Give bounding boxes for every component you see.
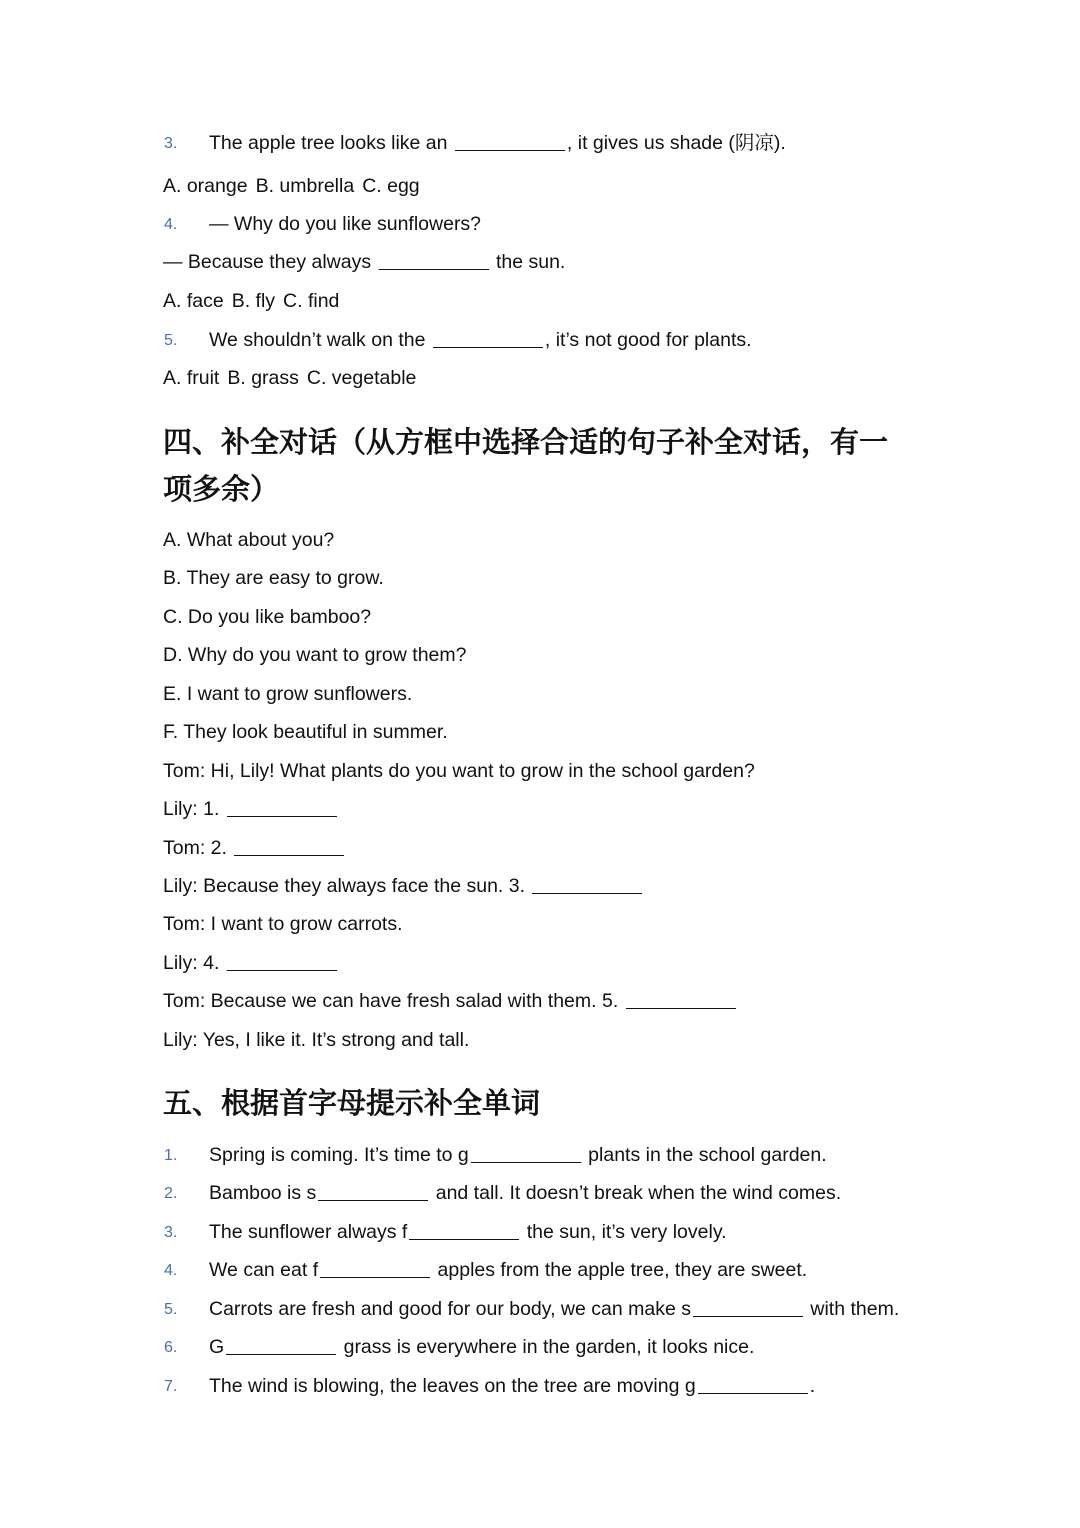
question-3-options: [163, 174, 420, 198]
question-5-options: [163, 366, 416, 390]
question-4-before: — Because they always: [163, 251, 372, 273]
dialogue-line: Tom: Hi, Lily! What plants do you want to grow in the school garden?: [163, 760, 755, 782]
answer-blank[interactable]: [532, 875, 642, 894]
dialogue-line: Lily: Because they always face the sun. 3.: [163, 874, 644, 898]
answer-blank[interactable]: [433, 329, 543, 348]
answer-blank[interactable]: [234, 837, 344, 856]
item-number: 1.: [164, 1147, 178, 1164]
answer-blank[interactable]: [379, 251, 489, 270]
item-number: 7.: [164, 1378, 178, 1395]
choice-c: C. Do you like bamboo?: [163, 606, 372, 628]
question-number: 5.: [164, 332, 178, 349]
option-a: A. fruit: [163, 367, 220, 389]
item-number: 4.: [164, 1262, 178, 1279]
answer-blank[interactable]: [318, 1182, 428, 1201]
option-b: B. fly: [231, 290, 276, 312]
fill-item: Bamboo is s and tall. It doesn’t break when the wind comes.: [209, 1182, 842, 1204]
section-5-heading: 五、根据首字母提示补全单词: [163, 1086, 541, 1120]
item-number: 6.: [164, 1339, 178, 1356]
answer-blank[interactable]: [320, 1259, 430, 1278]
dialogue-line: Lily: Yes, I like it. It’s strong and tall.: [163, 1029, 470, 1051]
answer-blank[interactable]: [409, 1221, 519, 1240]
fill-item: We can eat f apples from the apple tree, they are sweet.: [209, 1259, 808, 1281]
choice-f: F. They look beautiful in summer.: [163, 721, 448, 743]
question-3-after: , it gives us shade (阴凉).: [566, 132, 786, 154]
fill-item: Spring is coming. It’s time to g plants in the school garden.: [209, 1144, 827, 1166]
answer-blank[interactable]: [226, 1336, 336, 1355]
dialogue-line: Lily: 4.: [163, 951, 339, 975]
dialogue-line: Tom: I want to grow carrots.: [163, 913, 403, 935]
question-number: 4.: [164, 216, 178, 233]
answer-blank[interactable]: [698, 1375, 808, 1394]
section-4-title-line1: 四、补全对话（从方框中选择合适的句子补全对话，有一: [163, 425, 889, 459]
question-5-after: , it’s not good for plants.: [544, 329, 752, 351]
question-5-before: We shouldn’t walk on the: [209, 329, 426, 351]
choice-d: D. Why do you want to grow them?: [163, 644, 467, 666]
answer-blank[interactable]: [227, 798, 337, 817]
answer-blank[interactable]: [227, 952, 337, 971]
dialogue-line: Lily: 1.: [163, 797, 339, 821]
answer-blank[interactable]: [626, 990, 736, 1009]
question-4-options: [163, 289, 339, 313]
question-4-line1: — Why do you like sunflowers?: [209, 213, 482, 235]
answer-blank[interactable]: [471, 1144, 581, 1163]
answer-blank[interactable]: [455, 132, 565, 151]
fill-item: Carrots are fresh and good for our body, we can make s with them.: [209, 1298, 900, 1320]
question-4-after: the sun.: [495, 251, 566, 273]
option-b: B. umbrella: [255, 175, 355, 197]
fill-item: The wind is blowing, the leaves on the tree are moving g .: [209, 1375, 816, 1397]
question-number: 3.: [164, 135, 178, 152]
choice-e: E. I want to grow sunflowers.: [163, 683, 413, 705]
option-a: A. orange: [163, 175, 248, 197]
option-a: A. face: [163, 290, 224, 312]
answer-blank[interactable]: [693, 1298, 803, 1317]
item-number: 3.: [164, 1224, 178, 1241]
item-number: 5.: [164, 1301, 178, 1318]
item-number: 2.: [164, 1185, 178, 1202]
fill-item: The sunflower always f the sun, it’s very lovely.: [209, 1221, 727, 1243]
section-4-title-line2: 项多余）: [163, 472, 280, 506]
option-c: C. vegetable: [306, 367, 417, 389]
option-c: C. find: [283, 290, 340, 312]
fill-item: G grass is everywhere in the garden, it looks nice.: [209, 1336, 755, 1358]
question-3-text: [209, 131, 786, 155]
choice-b: B. They are easy to grow.: [163, 567, 384, 589]
section-4-heading: [163, 419, 903, 513]
option-c: C. egg: [362, 175, 420, 197]
question-4-line2: [163, 250, 565, 274]
question-3-before: The apple tree looks like an: [209, 132, 448, 154]
dialogue-line: Tom: Because we can have fresh salad with them. 5.: [163, 989, 738, 1013]
option-b: B. grass: [227, 367, 299, 389]
dialogue-line: Tom: 2.: [163, 836, 346, 860]
question-5-text: [209, 328, 752, 352]
choice-a: A. What about you?: [163, 529, 335, 551]
